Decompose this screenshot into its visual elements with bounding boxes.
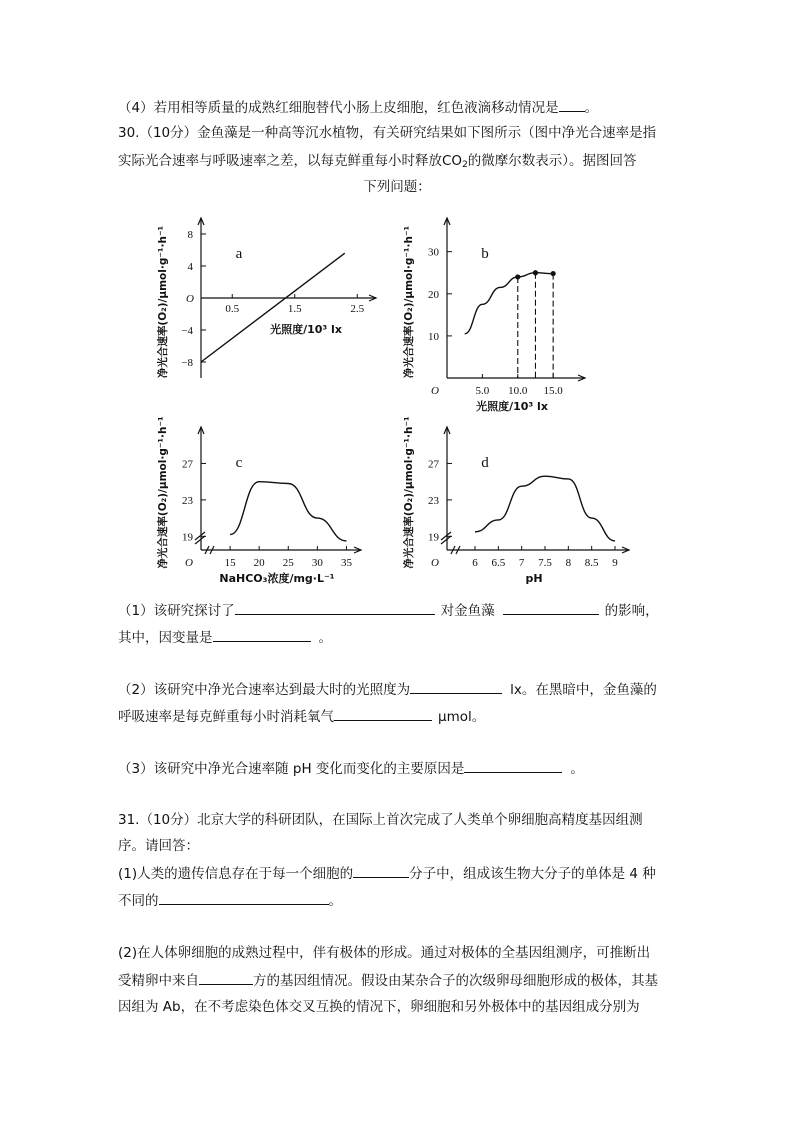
x-tick-label: 20 — [253, 557, 265, 569]
q31-s2-line1: (2)在人体卵细胞的成熟过程中，伴有极体的形成。通过对极体的全基因组测序，可推断出 — [118, 945, 651, 961]
x-tick-label: 8.5 — [584, 557, 599, 569]
q30-sub2-line1: （2）该研究中净光合速率达到最大时的光照度为 lx。在黑暗中，金鱼藻的 — [118, 679, 657, 700]
q31-line1: 31.（10分）北京大学的科研团队，在国际上首次完成了人类单个卵细胞高精度基因组测 — [118, 812, 643, 828]
series-line — [230, 482, 346, 541]
x-tick-label: 7 — [518, 557, 525, 569]
q30-sub3-line: （3）该研究中净光合速率随 pH 变化而变化的主要原因是 。 — [118, 758, 584, 779]
panel-label-a: a — [235, 246, 243, 262]
answer-blank[interactable] — [503, 600, 599, 615]
q31-s2-line3: 因组为 Ab，在不考虑染色体交叉互换的情况下，卵细胞和另外极体中的基因组成分别为 — [118, 999, 640, 1015]
q30-sub1-line1: （1）该研究探讨了 对金鱼藻 的影响， — [118, 600, 659, 621]
origin-label: O — [186, 293, 194, 305]
y-tick-label: 8 — [187, 229, 193, 241]
series-line — [465, 273, 553, 334]
x-tick-label: 35 — [340, 557, 352, 569]
answer-blank[interactable] — [199, 970, 253, 985]
y-axis-label: 净光合速率(O₂)/μmol·g⁻¹·h⁻¹ — [403, 225, 415, 379]
answer-blank[interactable] — [213, 627, 311, 642]
x-tick-label: 30 — [311, 557, 323, 569]
data-point — [551, 271, 556, 276]
origin-label: O — [431, 385, 439, 397]
q30-line3: 下列问题： — [363, 179, 431, 195]
x-tick-label: 1.5 — [287, 303, 302, 315]
x-tick-label: 5.0 — [475, 385, 490, 397]
x-axis-label: NaHCO₃浓度/mg·L⁻¹ — [219, 572, 335, 585]
y-tick-label: 27 — [182, 458, 193, 471]
chart-a — [156, 218, 376, 378]
x-axis-label: pH — [525, 572, 543, 585]
q31-s1-line2: 不同的 。 — [118, 890, 342, 911]
answer-blank[interactable] — [334, 706, 432, 721]
series-line — [201, 253, 345, 362]
x-tick-label: 25 — [282, 557, 294, 569]
x-tick-label: 2.5 — [350, 303, 365, 315]
x-tick-label: 15 — [224, 557, 236, 569]
panel-label-d: d — [481, 455, 489, 471]
x-tick-label: 15.0 — [543, 385, 563, 397]
answer-blank[interactable] — [353, 863, 409, 878]
x-tick-label: 8 — [565, 557, 572, 569]
q29-4-line: （4）若用相等质量的成熟红细胞替代小肠上皮细胞，红色液滴移动情况是 。 — [118, 97, 598, 118]
answer-blank[interactable] — [410, 679, 502, 694]
y-tick-label: 20 — [428, 288, 439, 301]
y-axis-break — [195, 532, 205, 544]
answer-blank[interactable] — [464, 758, 562, 773]
y-axis-label: 净光合速率(O₂)/μmol·g⁻¹·h⁻¹ — [157, 225, 169, 379]
y-tick-label: 19 — [182, 531, 193, 544]
x-tick-label: 6 — [472, 557, 478, 569]
y-tick-label: −8 — [181, 357, 193, 369]
x-tick-label: 0.5 — [225, 303, 240, 315]
answer-blank[interactable] — [159, 890, 329, 905]
chart-c — [156, 416, 361, 585]
q30-line2: 实际光合速率与呼吸速率之差，以每克鲜重每小时释放$CO_2$的微摩尔数表示）。据图回答 — [118, 153, 637, 170]
x-tick-label: 6.5 — [491, 557, 506, 569]
figure-charts — [0, 200, 794, 620]
y-tick-label: 27 — [428, 458, 439, 471]
panel-label-c: c — [235, 455, 243, 471]
y-tick-label: 19 — [428, 531, 439, 544]
chart-b — [402, 218, 585, 413]
origin-label: O — [185, 557, 193, 569]
y-axis-label: 净光合速率(O₂)/μmol·g⁻¹·h⁻¹ — [403, 416, 415, 569]
y-tick-label: 23 — [428, 494, 439, 507]
data-point — [533, 270, 538, 275]
series-line — [475, 476, 615, 541]
x-axis-label: 光照度/10³ lx — [270, 323, 342, 336]
y-axis-break — [441, 532, 451, 544]
x-tick-label: 7.5 — [538, 557, 552, 569]
chart-d — [402, 416, 629, 585]
origin-label: O — [431, 557, 439, 569]
q30-sub1-line2: 其中，因变量是 。 — [118, 627, 332, 648]
y-axis-label: 净光合速率(O₂)/μmol·g⁻¹·h⁻¹ — [157, 416, 169, 569]
answer-blank[interactable] — [559, 97, 585, 112]
data-point — [515, 274, 520, 279]
x-tick-label: 9 — [612, 557, 618, 569]
answer-blank[interactable] — [235, 600, 435, 615]
y-tick-label: 10 — [428, 330, 439, 343]
x-tick-label: 10.0 — [508, 385, 528, 397]
x-axis-label: 光照度/10³ lx — [476, 400, 548, 413]
y-tick-label: 4 — [187, 261, 193, 273]
q31-line2: 序。请回答： — [118, 838, 199, 854]
panel-label-b: b — [481, 246, 489, 262]
q31-s2-line2: 受精卵中来自 方的基因组情况。假设由某杂合子的次级卵母细胞形成的极体，其基 — [118, 970, 658, 991]
y-tick-label: 30 — [428, 246, 439, 259]
q30-line1: 30.（10分）金鱼藻是一种高等沉水植物，有关研究结果如下图所示（图中净光合速率是指 — [118, 125, 657, 141]
q30-sub2-line2: 呼吸速率是每克鲜重每小时消耗氧气 μmol。 — [118, 706, 485, 727]
q31-s1-line1: (1)人类的遗传信息存在于每一个细胞的 分子中，组成该生物大分子的单体是 4 种 — [118, 863, 656, 884]
y-tick-label: 23 — [182, 494, 193, 507]
y-tick-label: −4 — [181, 325, 193, 337]
